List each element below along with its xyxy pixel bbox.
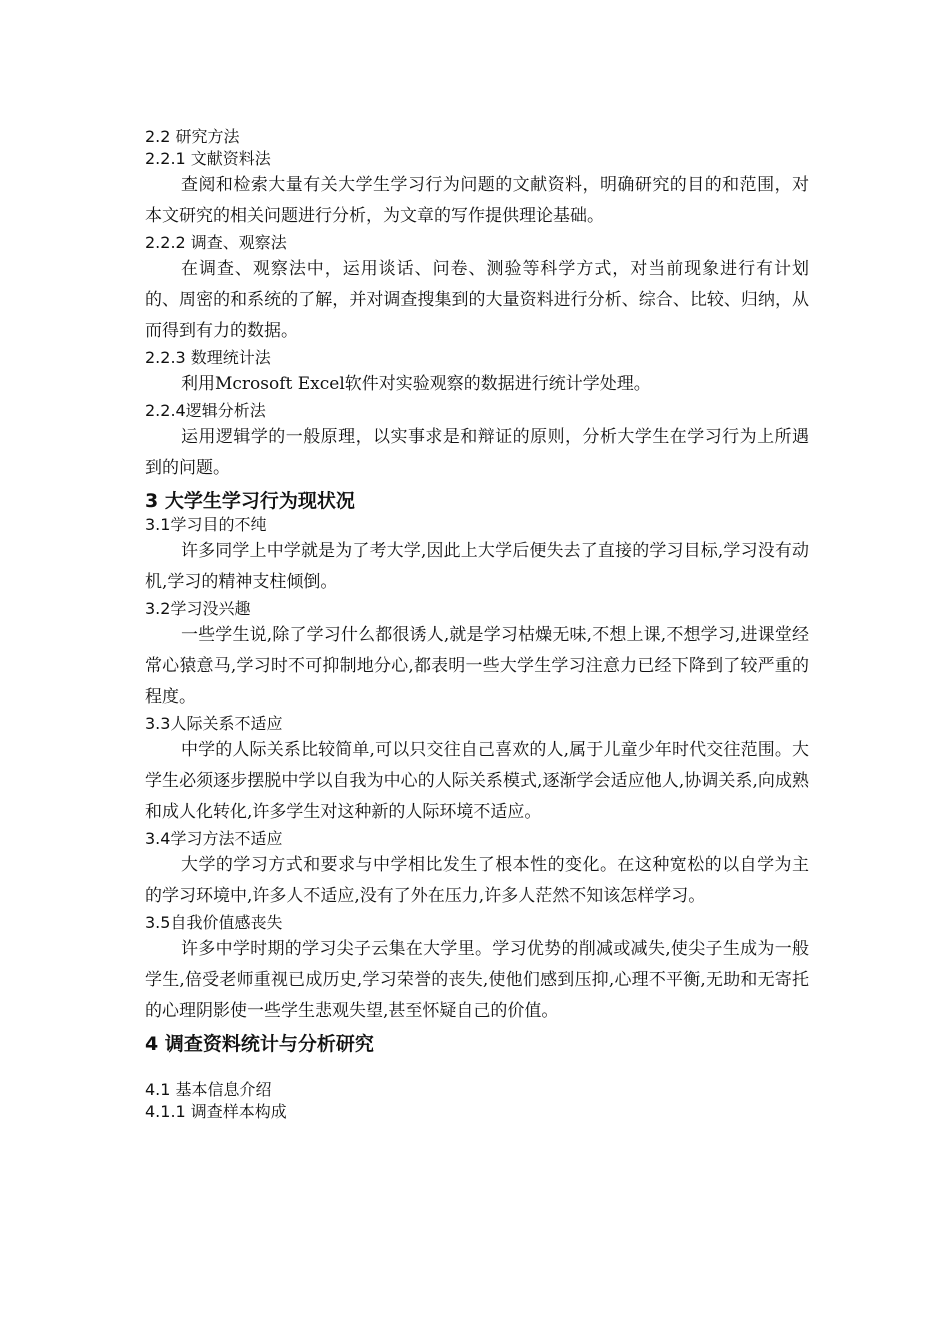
paragraph-3-2: 一些学生说,除了学习什么都很诱人,就是学习枯燥无味,不想上课,不想学习,进课堂经常心猿意马,学习时不可抑制地分心,都表明一些大学生学习注意力已经下降到了较严重的程度。 xyxy=(145,625,809,707)
heading-4-1: 4.1 基本信息介绍 xyxy=(145,1080,272,1099)
paragraph-2-2-2: 在调查、观察法中，运用谈话、问卷、测验等科学方式，对当前现象进行有计划的、周密的和系统的了解，并对调查搜集到的大量资料进行分析、综合、比较、归纳，从而得到有力的数据。 xyxy=(145,259,809,341)
paragraph-3-3: 中学的人际关系比较简单,可以只交往自己喜欢的人,属于儿童少年时代交往范围。大学生必须逐步摆脱中学以自我为中心的人际关系模式,逐渐学会适应他人,协调关系,向成熟和成人化转化,许多学生对这种新的人际环境不适应。 xyxy=(145,740,809,822)
heading-4: 4 调查资料统计与分析研究 xyxy=(145,1033,374,1055)
paragraph-2-2-3: 利用Mcrosoft Excel软件对实验观察的数据进行统计学处理。 xyxy=(181,374,651,394)
heading-4-1-1: 4.1.1 调查样本构成 xyxy=(145,1102,287,1121)
heading-3-3: 3.3人际关系不适应 xyxy=(145,714,283,733)
heading-3-1: 3.1学习目的不纯 xyxy=(145,515,267,534)
heading-2-2-1: 2.2.1 文献资料法 xyxy=(145,149,271,168)
heading-2-2: 2.2 研究方法 xyxy=(145,127,240,146)
paragraph-2-2-4: 运用逻辑学的一般原理，以实事求是和辩证的原则，分析大学生在学习行为上所遇到的问题。 xyxy=(145,427,809,478)
heading-2-2-2: 2.2.2 调查、观察法 xyxy=(145,233,287,252)
paragraph-3-4: 大学的学习方式和要求与中学相比发生了根本性的变化。在这种宽松的以自学为主的学习环境中,许多人不适应,没有了外在压力,许多人茫然不知该怎样学习。 xyxy=(145,855,809,906)
heading-3: 3 大学生学习行为现状况 xyxy=(145,490,355,512)
spacer xyxy=(145,1057,809,1079)
paragraph-2-2-1: 查阅和检索大量有关大学生学习行为问题的文献资料，明确研究的目的和范围，对本文研究的相关问题进行分析，为文章的写作提供理论基础。 xyxy=(145,175,809,226)
heading-2-2-3: 2.2.3 数理统计法 xyxy=(145,348,271,367)
paragraph-3-5: 许多中学时期的学习尖子云集在大学里。学习优势的削减或减失,使尖子生成为一般学生,倍受老师重视已成历史,学习荣誉的丧失,使他们感到压抑,心理不平衡,无助和无寄托的心理阴影使一些学生悲观失望,甚至怀疑自己的价值。 xyxy=(145,939,809,1021)
paragraph-3-1: 许多同学上中学就是为了考大学,因此上大学后便失去了直接的学习目标,学习没有动机,学习的精神支柱倾倒。 xyxy=(145,541,809,592)
document-content xyxy=(145,126,809,1123)
heading-2-2-4: 2.2.4逻辑分析法 xyxy=(145,401,266,420)
heading-3-5: 3.5自我价值感丧失 xyxy=(145,913,283,932)
heading-3-4: 3.4学习方法不适应 xyxy=(145,829,283,848)
heading-3-2: 3.2学习没兴趣 xyxy=(145,599,251,618)
